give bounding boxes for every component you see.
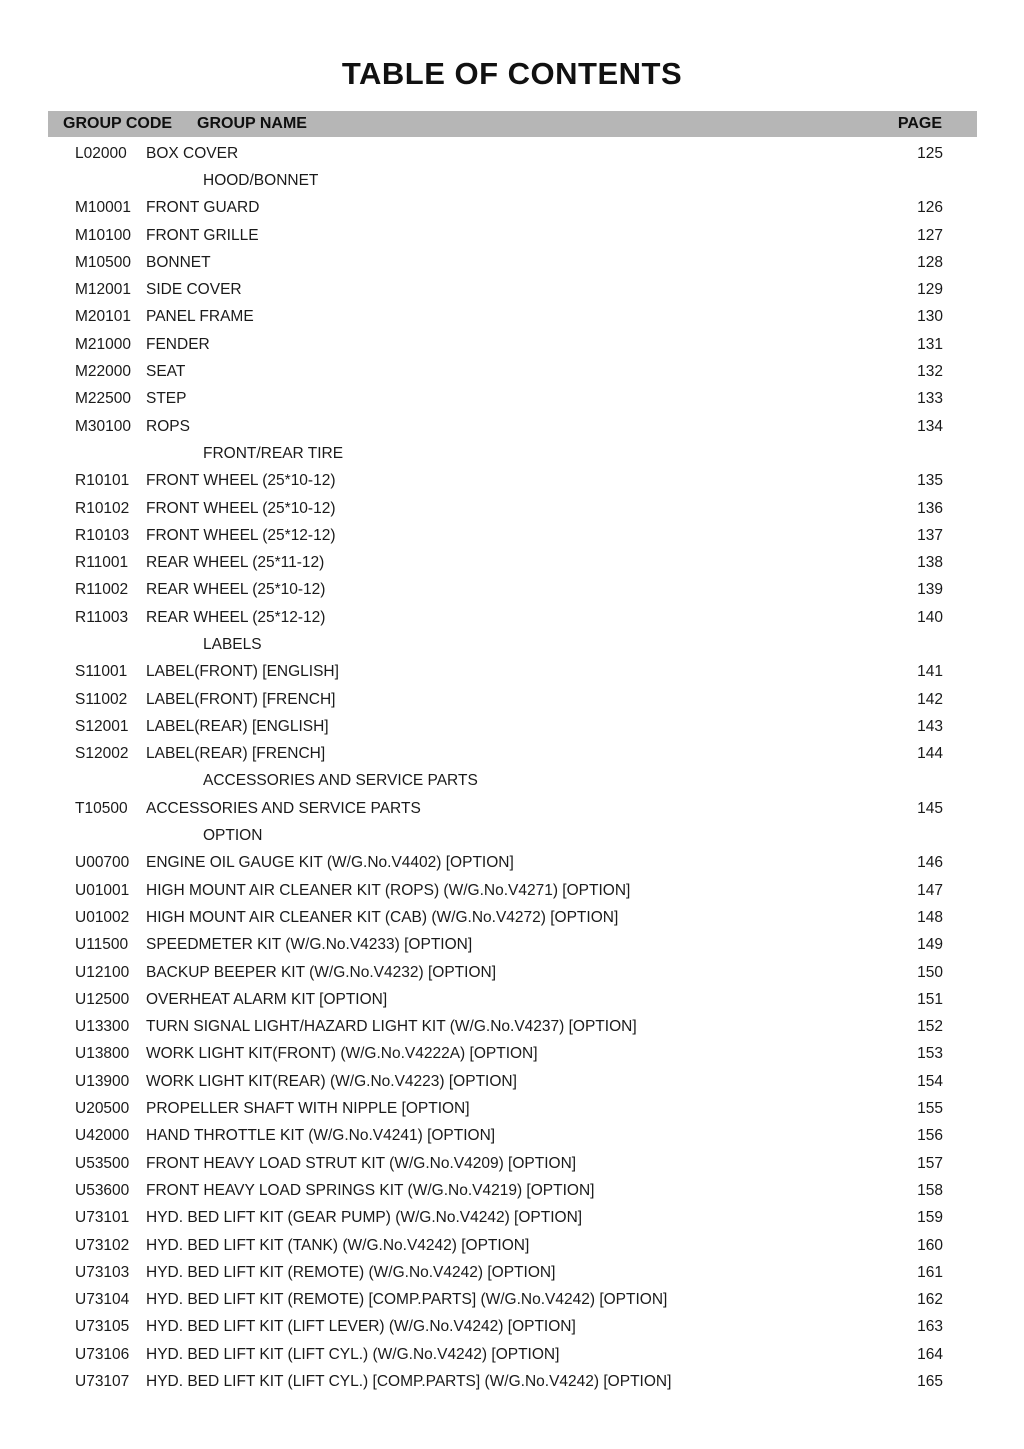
group-name: HYD. BED LIFT KIT (LIFT LEVER) (W/G.No.V4242) [OPTION]	[146, 1318, 576, 1336]
group-name: HYD. BED LIFT KIT (TANK) (W/G.No.V4242) [OPTION]	[146, 1236, 530, 1254]
toc-entry-row	[48, 386, 977, 413]
page-number: 138	[917, 554, 943, 572]
page-number: 159	[917, 1209, 943, 1227]
page-number: 127	[917, 226, 943, 244]
group-name: STEP	[146, 390, 187, 408]
toc-entry-row	[48, 1095, 977, 1122]
group-name: REAR WHEEL (25*10-12)	[146, 581, 326, 599]
toc-entry-row	[48, 331, 977, 358]
group-code: S11002	[75, 690, 128, 708]
group-name: ROPS	[146, 417, 190, 435]
group-code: U00700	[75, 854, 130, 872]
page-number: 152	[917, 1018, 943, 1036]
group-code: U42000	[75, 1127, 130, 1145]
page-number: 165	[917, 1373, 943, 1390]
page-number: 145	[917, 799, 943, 817]
toc-section-row	[48, 822, 977, 849]
group-name: REAR WHEEL (25*12-12)	[146, 608, 326, 626]
toc-entry-row	[48, 249, 977, 276]
page-number: 156	[917, 1127, 943, 1145]
page-number: 147	[917, 881, 943, 899]
page-number: 131	[917, 335, 943, 353]
group-code: S12002	[75, 745, 129, 763]
page-number: 139	[917, 581, 943, 599]
group-name: LABEL(FRONT) [FRENCH]	[146, 690, 336, 708]
page-number: 140	[917, 608, 943, 626]
column-header-group-name: GROUP NAME	[197, 115, 307, 132]
toc-rows	[48, 140, 977, 1396]
group-code: M22500	[75, 390, 132, 408]
page-number: 130	[917, 308, 943, 326]
group-name: HAND THROTTLE KIT (W/G.No.V4241) [OPTION]	[146, 1127, 496, 1145]
page-number: 133	[917, 390, 943, 408]
page-number: 142	[917, 690, 943, 708]
group-name: BOX COVER	[146, 144, 239, 162]
group-code: U73106	[75, 1345, 130, 1363]
group-code: R11003	[75, 608, 129, 626]
toc-entry-row	[48, 1205, 977, 1232]
group-name: SIDE COVER	[146, 281, 242, 299]
group-name: WORK LIGHT KIT(REAR) (W/G.No.V4223) [OPTION]	[146, 1072, 517, 1090]
group-code: U53600	[75, 1181, 130, 1199]
page-number: 150	[917, 963, 943, 981]
group-code: U11500	[75, 936, 129, 954]
group-code: U12100	[75, 963, 130, 981]
group-code: U73101	[75, 1209, 130, 1227]
group-name: HYD. BED LIFT KIT (LIFT CYL.) [COMP.PARTS] (W/G.No.V4242) [OPTION]	[146, 1373, 672, 1390]
group-code: U73102	[75, 1236, 130, 1254]
group-name: HYD. BED LIFT KIT (GEAR PUMP) (W/G.No.V4242) [OPTION]	[146, 1209, 583, 1227]
page-number: 158	[917, 1181, 943, 1199]
group-code: U53500	[75, 1154, 130, 1172]
group-code: T10500	[75, 799, 128, 817]
page-number: 135	[917, 472, 943, 490]
toc-entry-row	[48, 495, 977, 522]
page-number: 157	[917, 1154, 943, 1172]
group-name: OVERHEAT ALARM KIT [OPTION]	[146, 990, 388, 1008]
group-code: U12500	[75, 990, 130, 1008]
toc-section-row	[48, 631, 977, 658]
toc-entry-row	[48, 904, 977, 931]
toc-entry-row	[48, 1177, 977, 1204]
toc-section-row	[48, 440, 977, 467]
toc-table	[48, 111, 977, 1396]
group-code: M10500	[75, 253, 132, 271]
group-name: ENGINE OIL GAUGE KIT (W/G.No.V4402) [OPTION]	[146, 854, 514, 872]
toc-entry-row	[48, 932, 977, 959]
toc-entry-row	[48, 1259, 977, 1286]
group-code: U73107	[75, 1373, 130, 1390]
group-code: U73103	[75, 1263, 130, 1281]
group-name: FRONT GRILLE	[146, 226, 259, 244]
page-number: 137	[917, 526, 943, 544]
toc-entry-row	[48, 140, 977, 167]
page-number: 126	[917, 199, 943, 217]
group-code: U13900	[75, 1072, 130, 1090]
toc-entry-row	[48, 604, 977, 631]
group-name: TURN SIGNAL LIGHT/HAZARD LIGHT KIT (W/G.No.V4237) [OPTION]	[146, 1018, 637, 1036]
toc-entry-row	[48, 686, 977, 713]
group-name: PANEL FRAME	[146, 308, 254, 326]
page-number: 164	[917, 1345, 943, 1363]
toc-entry-row	[48, 1068, 977, 1095]
toc-entry-row	[48, 276, 977, 303]
page-number: 160	[917, 1236, 943, 1254]
group-name: FRONT WHEEL (25*10-12)	[146, 472, 336, 490]
toc-entry-row	[48, 741, 977, 768]
group-code: M12001	[75, 281, 132, 299]
page-number: 144	[917, 745, 943, 763]
page-number: 148	[917, 908, 943, 926]
page-number: 161	[917, 1263, 943, 1281]
group-name: FRONT HEAVY LOAD SPRINGS KIT (W/G.No.V4219) [OPTION]	[146, 1181, 595, 1199]
group-code: M22000	[75, 363, 132, 381]
group-name: WORK LIGHT KIT(FRONT) (W/G.No.V4222A) [OPTION]	[146, 1045, 538, 1063]
toc-entry-row	[48, 1341, 977, 1368]
toc-entry-row	[48, 1368, 977, 1395]
toc-entry-row	[48, 1014, 977, 1041]
toc-entry-row	[48, 468, 977, 495]
toc-entry-row	[48, 1150, 977, 1177]
toc-entry-row	[48, 549, 977, 576]
table-header-bar	[48, 111, 977, 137]
group-name: HYD. BED LIFT KIT (REMOTE) [COMP.PARTS] (W/G.No.V4242) [OPTION]	[146, 1291, 668, 1309]
group-name: HYD. BED LIFT KIT (LIFT CYL.) (W/G.No.V4242) [OPTION]	[146, 1345, 560, 1363]
section-title: OPTION	[203, 827, 263, 845]
toc-entry-row	[48, 358, 977, 385]
page-number: 143	[917, 717, 943, 735]
group-name: ACCESSORIES AND SERVICE PARTS	[146, 799, 421, 817]
group-code: R10101	[75, 472, 130, 490]
section-title: ACCESSORIES AND SERVICE PARTS	[203, 772, 478, 790]
group-code: M20101	[75, 308, 132, 326]
toc-entry-row	[48, 222, 977, 249]
toc-entry-row	[48, 195, 977, 222]
page-number: 163	[917, 1318, 943, 1336]
group-code: M21000	[75, 335, 132, 353]
group-code: S11001	[75, 663, 128, 681]
page-number: 154	[917, 1072, 943, 1090]
group-name: FRONT GUARD	[146, 199, 260, 217]
toc-entry-row	[48, 1123, 977, 1150]
group-code: M10100	[75, 226, 132, 244]
group-name: PROPELLER SHAFT WITH NIPPLE [OPTION]	[146, 1100, 470, 1118]
page-number: 125	[917, 144, 943, 162]
section-title: FRONT/REAR TIRE	[203, 444, 344, 462]
group-code: R11002	[75, 581, 129, 599]
page-number: 146	[917, 854, 943, 872]
group-code: R10102	[75, 499, 130, 517]
toc-entry-row	[48, 413, 977, 440]
page-number: 134	[917, 417, 943, 435]
group-code: M30100	[75, 417, 132, 435]
group-name: FRONT WHEEL (25*10-12)	[146, 499, 336, 517]
group-code: R11001	[75, 554, 129, 572]
group-name: BACKUP BEEPER KIT (W/G.No.V4232) [OPTION]	[146, 963, 496, 981]
group-code: U73105	[75, 1318, 130, 1336]
page-number: 151	[917, 990, 943, 1008]
group-name: REAR WHEEL (25*11-12)	[146, 554, 325, 572]
group-code: S12001	[75, 717, 129, 735]
group-name: FRONT HEAVY LOAD STRUT KIT (W/G.No.V4209) [OPTION]	[146, 1154, 577, 1172]
group-code: U13300	[75, 1018, 130, 1036]
page-number: 136	[917, 499, 943, 517]
toc-entry-row	[48, 1314, 977, 1341]
toc-entry-row	[48, 795, 977, 822]
page-number: 129	[917, 281, 943, 299]
group-name: LABEL(REAR) [ENGLISH]	[146, 717, 329, 735]
section-title: HOOD/BONNET	[203, 171, 319, 189]
toc-entry-row	[48, 1286, 977, 1313]
toc-entry-row	[48, 877, 977, 904]
group-name: LABEL(FRONT) [ENGLISH]	[146, 663, 339, 681]
group-name: FRONT WHEEL (25*12-12)	[146, 526, 336, 544]
group-name: SPEEDMETER KIT (W/G.No.V4233) [OPTION]	[146, 936, 473, 954]
page-number: 128	[917, 253, 943, 271]
section-title: LABELS	[203, 635, 262, 653]
page-number: 155	[917, 1100, 943, 1118]
toc-entry-row	[48, 1232, 977, 1259]
group-code: U13800	[75, 1045, 130, 1063]
group-code: M10001	[75, 199, 132, 217]
group-name: HYD. BED LIFT KIT (REMOTE) (W/G.No.V4242) [OPTION]	[146, 1263, 556, 1281]
toc-section-row	[48, 768, 977, 795]
group-name: HIGH MOUNT AIR CLEANER KIT (CAB) (W/G.No.V4272) [OPTION]	[146, 908, 619, 926]
group-code: L02000	[75, 144, 127, 162]
page-number: 153	[917, 1045, 943, 1063]
group-name: FENDER	[146, 335, 210, 353]
toc-entry-row	[48, 1041, 977, 1068]
toc-entry-row	[48, 986, 977, 1013]
group-name: BONNET	[146, 253, 211, 271]
group-code: U20500	[75, 1100, 130, 1118]
group-name: SEAT	[146, 363, 186, 381]
group-name: LABEL(REAR) [FRENCH]	[146, 745, 326, 763]
toc-entry-row	[48, 659, 977, 686]
toc-entry-row	[48, 850, 977, 877]
group-code: U01002	[75, 908, 130, 926]
toc-entry-row	[48, 713, 977, 740]
toc-section-row	[48, 167, 977, 194]
toc-entry-row	[48, 959, 977, 986]
toc-entry-row	[48, 522, 977, 549]
page-number: 162	[917, 1291, 943, 1309]
page-number: 141	[917, 663, 943, 681]
column-header-group-code: GROUP CODE	[63, 115, 173, 132]
group-code: U73104	[75, 1291, 130, 1309]
page-number: 132	[917, 363, 943, 381]
group-code: U01001	[75, 881, 130, 899]
toc-entry-row	[48, 304, 977, 331]
group-code: R10103	[75, 526, 130, 544]
column-header-page: PAGE	[897, 115, 942, 132]
toc-entry-row	[48, 577, 977, 604]
page-number: 149	[917, 936, 943, 954]
page-title: TABLE OF CONTENTS	[341, 56, 683, 91]
group-name: HIGH MOUNT AIR CLEANER KIT (ROPS) (W/G.No.V4271) [OPTION]	[146, 881, 631, 899]
